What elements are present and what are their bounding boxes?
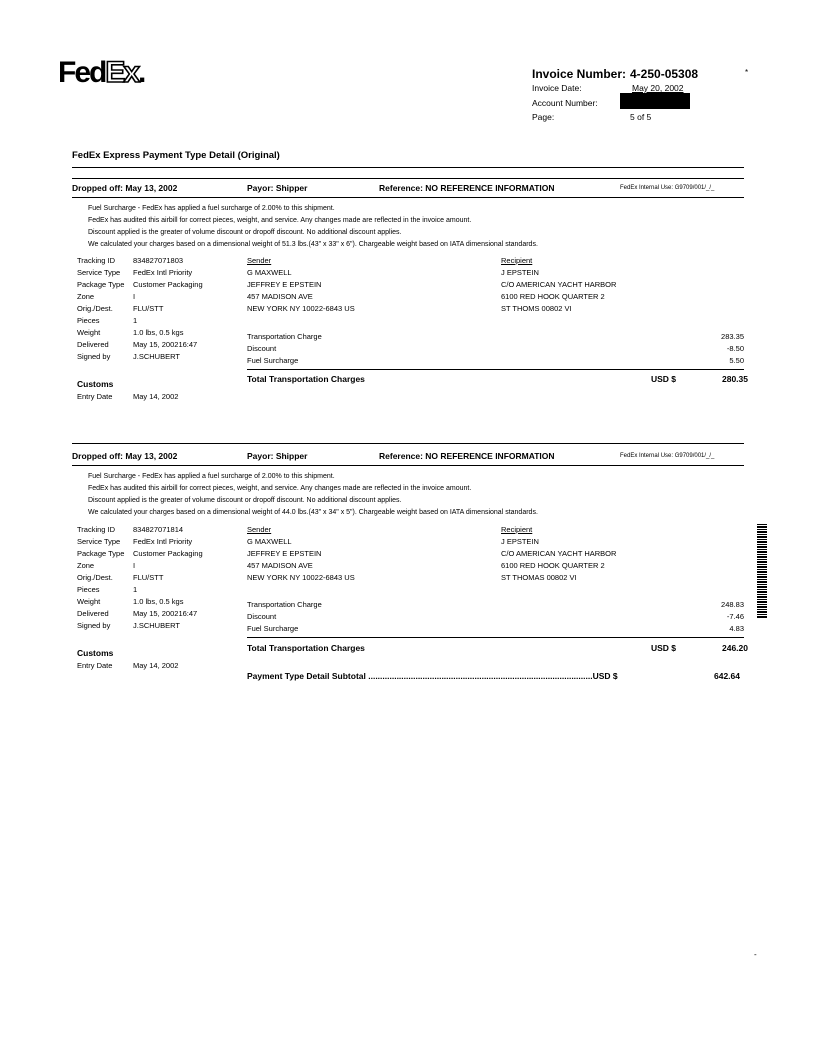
total-label: Total Transportation Charges — [247, 643, 365, 653]
divider — [72, 167, 744, 168]
reference: Reference: NO REFERENCE INFORMATION — [379, 183, 555, 193]
detail-value: 1.0 lbs, 0.5 kgs — [133, 328, 184, 337]
detail-value: I — [133, 561, 136, 570]
divider — [72, 443, 744, 444]
recipient-line: C/O AMERICAN YACHT HARBOR — [501, 549, 617, 558]
divider — [72, 197, 744, 198]
sender-line: G MAXWELL — [247, 268, 292, 277]
internal-use: FedEx Internal Use: G9709/001/_/_ — [620, 453, 715, 459]
divider — [247, 369, 744, 370]
total-amount: 246.20 — [722, 643, 748, 653]
currency: USD $ — [651, 643, 677, 653]
logo-fed: Fed — [58, 56, 106, 89]
detail-label: Service Type — [77, 268, 121, 277]
charge-label: Fuel Surcharge — [247, 356, 299, 365]
sender-line: JEFFREY E EPSTEIN — [247, 549, 322, 558]
subtotal-amount: 642.64 — [714, 671, 740, 681]
charge-amount: -8.50 — [726, 344, 744, 353]
detail-label: Signed by — [77, 621, 111, 630]
dropped-off: Dropped off: May 13, 2002 — [72, 451, 178, 461]
divider — [72, 465, 744, 466]
recipient-label: Recipient — [501, 256, 533, 265]
detail-label: Orig./Dest. — [77, 573, 113, 582]
detail-value: FLU/STT — [133, 304, 164, 313]
note: Discount applied is the greater of volume discount or dropoff discount. No additional discount applies. — [88, 497, 402, 504]
detail-label: Pieces — [77, 585, 100, 594]
charge-amount: 248.83 — [721, 600, 744, 609]
note: Fuel Surcharge - FedEx has applied a fuel surcharge of 2.00% to this shipment. — [88, 205, 335, 212]
charge-amount: 5.50 — [729, 356, 744, 365]
charge-label: Transportation Charge — [247, 600, 322, 609]
sender-line: NEW YORK NY 10022-6843 US — [247, 573, 355, 582]
sender-label: Sender — [247, 525, 272, 534]
customs-heading: Customs — [77, 648, 114, 658]
invoice-number-label: Invoice Number: — [532, 67, 627, 81]
detail-value: Customer Packaging — [133, 280, 203, 289]
detail-label: Zone — [77, 292, 95, 301]
recipient-line: J EPSTEIN — [501, 268, 539, 277]
detail-label: Delivered — [77, 609, 109, 618]
sender-line: 457 MADISON AVE — [247, 292, 313, 301]
section-title: FedEx Express Payment Type Detail (Original) — [72, 150, 280, 161]
barcode-image — [757, 524, 767, 619]
detail-label: Delivered — [77, 340, 109, 349]
detail-value: FedEx Intl Priority — [133, 268, 193, 277]
recipient-line: 6100 RED HOOK QUARTER 2 — [501, 292, 605, 301]
charge-label: Transportation Charge — [247, 332, 322, 341]
payor: Payor: Shipper — [247, 183, 308, 193]
entry-date-label: Entry Date — [77, 661, 113, 670]
charge-amount: 4.83 — [729, 624, 744, 633]
subtotal-label: Payment Type Detail Subtotal ...............................................................................................USD $ — [247, 671, 618, 681]
recipient-line: 6100 RED HOOK QUARTER 2 — [501, 561, 605, 570]
detail-label: Weight — [77, 597, 101, 606]
detail-label: Package Type — [77, 549, 125, 558]
detail-label: Service Type — [77, 537, 121, 546]
total-amount: 280.35 — [722, 374, 748, 384]
sender-label: Sender — [247, 256, 272, 265]
detail-label: Zone — [77, 561, 95, 570]
detail-label: Tracking ID — [77, 525, 116, 534]
fedex-logo — [58, 58, 144, 88]
note: FedEx has audited this airbill for correct pieces, weight, and service. Any changes made are reflected in the invoice amount. — [88, 217, 472, 224]
detail-value: May 15, 200216:47 — [133, 609, 198, 618]
detail-label: Orig./Dest. — [77, 304, 113, 313]
sender-line: JEFFREY E EPSTEIN — [247, 280, 322, 289]
detail-value: FedEx Intl Priority — [133, 537, 193, 546]
detail-value: I — [133, 292, 136, 301]
logo-ex: Ex — [105, 56, 139, 89]
note: FedEx has audited this airbill for correct pieces, weight, and service. Any changes made are reflected in the invoice amount. — [88, 485, 472, 492]
divider — [72, 178, 744, 179]
charge-label: Fuel Surcharge — [247, 624, 299, 633]
note: Discount applied is the greater of volume discount or dropoff discount. No additional discount applies. — [88, 229, 402, 236]
detail-value: J.SCHUBERT — [133, 621, 180, 630]
charge-label: Discount — [247, 344, 277, 353]
invoice-date: May 20, 2002 — [632, 83, 684, 93]
note: Fuel Surcharge - FedEx has applied a fuel surcharge of 2.00% to this shipment. — [88, 473, 335, 480]
detail-value: 834827071814 — [133, 525, 184, 534]
charge-label: Discount — [247, 612, 277, 621]
detail-value: May 15, 200216:47 — [133, 340, 198, 349]
detail-value: 1 — [133, 316, 138, 325]
total-label: Total Transportation Charges — [247, 374, 365, 384]
charge-amount: 283.35 — [721, 332, 744, 341]
currency: USD $ — [651, 374, 677, 384]
recipient-label: Recipient — [501, 525, 533, 534]
entry-date: May 14, 2002 — [133, 661, 179, 670]
detail-value: J.SCHUBERT — [133, 352, 180, 361]
payor: Payor: Shipper — [247, 451, 308, 461]
detail-label: Signed by — [77, 352, 111, 361]
reference: Reference: NO REFERENCE INFORMATION — [379, 451, 555, 461]
detail-label: Tracking ID — [77, 256, 116, 265]
recipient-line: ST THOMAS 00802 VI — [501, 573, 577, 582]
detail-value: Customer Packaging — [133, 549, 203, 558]
internal-use: FedEx Internal Use: G9709/001/_/_ — [620, 185, 715, 191]
page-value: 5 of 5 — [630, 112, 652, 122]
logo-dot: . — [138, 56, 145, 89]
detail-label: Weight — [77, 328, 101, 337]
detail-label: Package Type — [77, 280, 125, 289]
account-number-label: Account Number: — [532, 98, 598, 108]
sender-line: 457 MADISON AVE — [247, 561, 313, 570]
recipient-line: J EPSTEIN — [501, 537, 539, 546]
sender-line: G MAXWELL — [247, 537, 292, 546]
entry-date-label: Entry Date — [77, 392, 113, 401]
customs-heading: Customs — [77, 379, 114, 389]
note: We calculated your charges based on a dimensional weight of 51.3 lbs.(43" x 33" x 6"). Chargeable weight based on IATA dimensional standards. — [88, 241, 538, 248]
divider — [247, 637, 744, 638]
note: We calculated your charges based on a dimensional weight of 44.0 lbs.(43" x 34" x 5"). Chargeable weight based on IATA dimensional standards. — [88, 509, 538, 516]
footer-mark: - — [754, 950, 757, 959]
detail-value: FLU/STT — [133, 573, 164, 582]
detail-label: Pieces — [77, 316, 100, 325]
account-number-redaction — [620, 93, 690, 109]
corner-mark: * — [745, 68, 749, 77]
recipient-line: ST THOMS 00802 VI — [501, 304, 572, 313]
detail-value: 1.0 lbs, 0.5 kgs — [133, 597, 184, 606]
entry-date: May 14, 2002 — [133, 392, 179, 401]
sender-line: NEW YORK NY 10022-6843 US — [247, 304, 355, 313]
dropped-off: Dropped off: May 13, 2002 — [72, 183, 178, 193]
page-label: Page: — [532, 112, 555, 122]
invoice-number: 4-250-05308 — [630, 67, 699, 81]
invoice-date-label: Invoice Date: — [532, 83, 582, 93]
detail-value: 1 — [133, 585, 138, 594]
recipient-line: C/O AMERICAN YACHT HARBOR — [501, 280, 617, 289]
detail-value: 834827071803 — [133, 256, 184, 265]
charge-amount: -7.46 — [726, 612, 744, 621]
